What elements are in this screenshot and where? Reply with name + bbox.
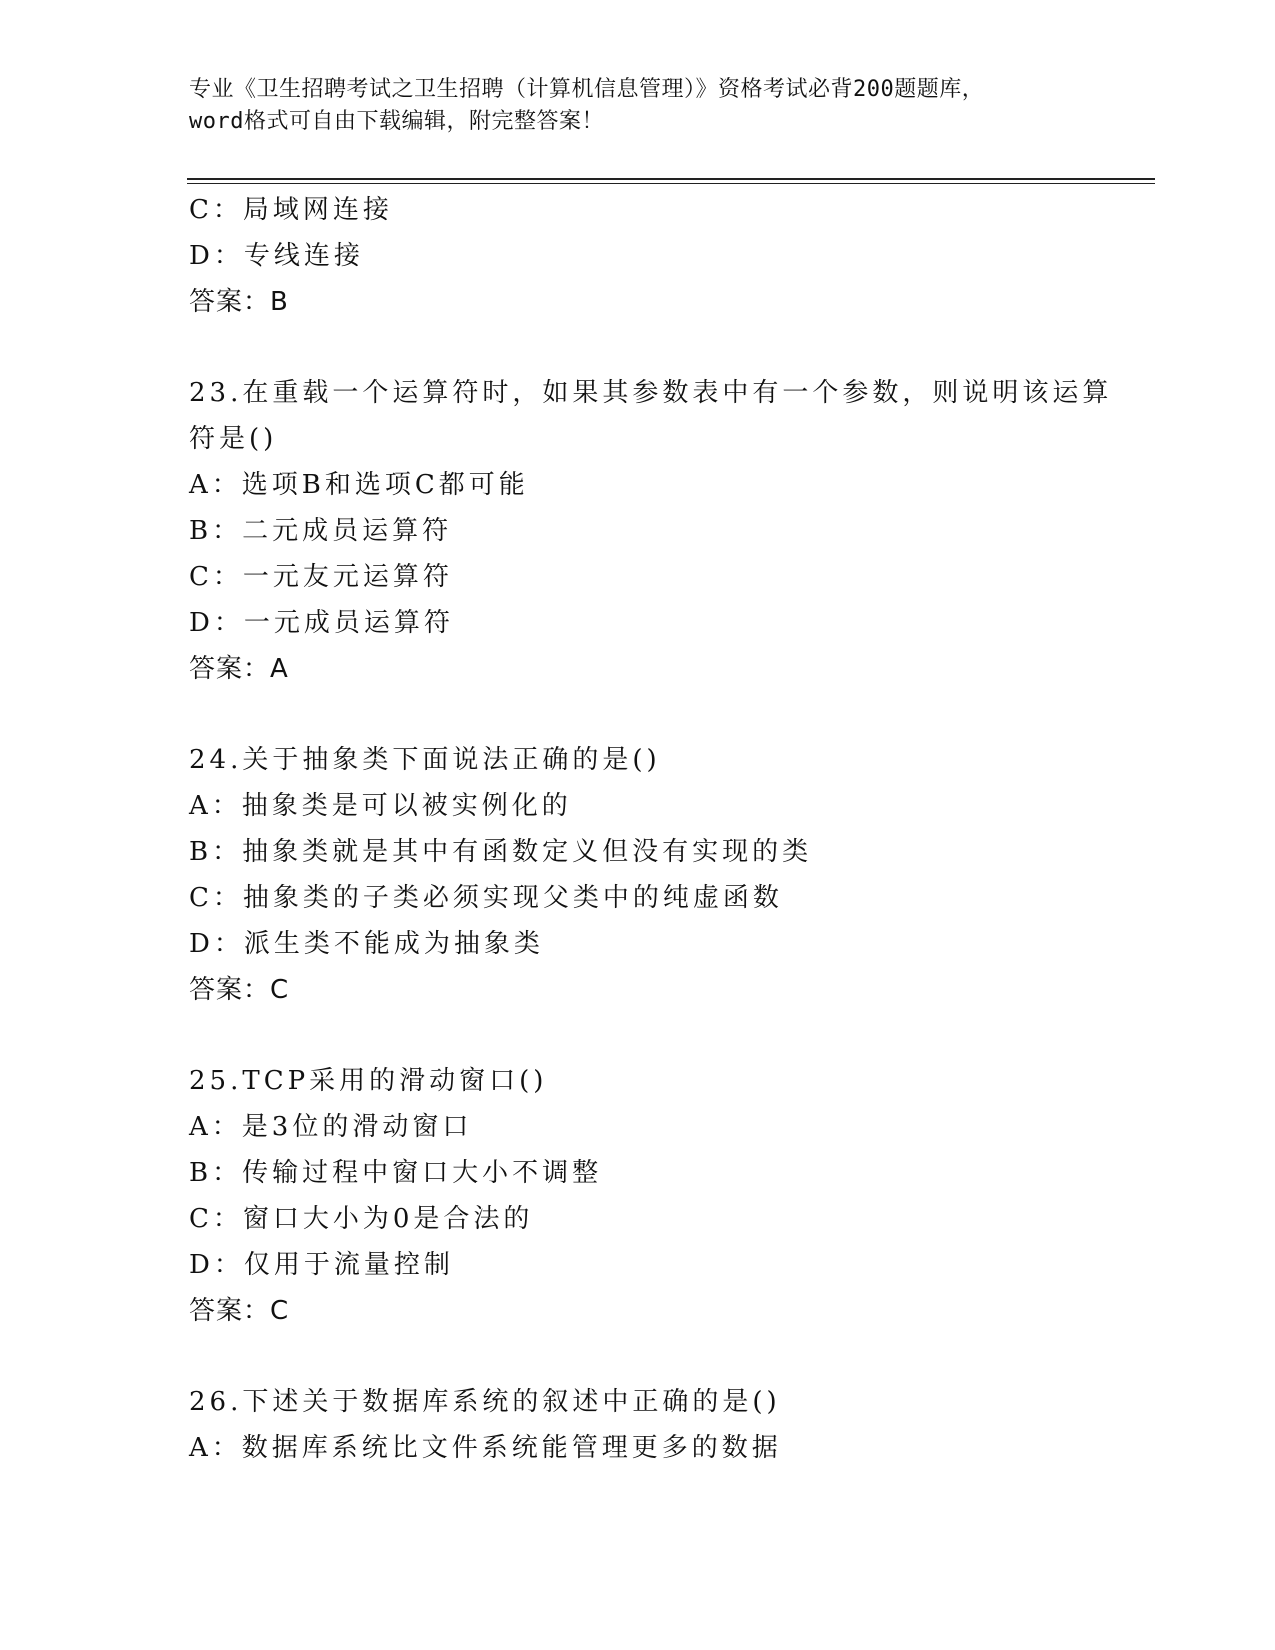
question-22-tail xyxy=(189,187,1149,325)
option-b: B：传输过程中窗口大小不调整 xyxy=(189,1158,603,1188)
option-d: D：专线连接 xyxy=(189,241,364,271)
option-a: A：选项B和选项C都可能 xyxy=(189,470,529,500)
option-b: B：二元成员运算符 xyxy=(189,516,453,546)
question-24 xyxy=(189,737,1149,1013)
option-d: D：派生类不能成为抽象类 xyxy=(189,929,544,959)
question-23 xyxy=(189,370,1149,692)
option-a: A：抽象类是可以被实例化的 xyxy=(189,791,572,821)
header-divider-thin xyxy=(187,183,1155,184)
question-26 xyxy=(189,1379,1149,1471)
option-b: B：抽象类就是其中有函数定义但没有实现的类 xyxy=(189,837,813,867)
spacer xyxy=(189,1013,1149,1058)
option-c: C：抽象类的子类必须实现父类中的纯虚函数 xyxy=(189,883,783,913)
option-d: D：一元成员运算符 xyxy=(189,608,454,638)
spacer xyxy=(189,1334,1149,1379)
option-c: C：一元友元运算符 xyxy=(189,562,453,592)
header-title-line-2: word格式可自由下载编辑，附完整答案！ xyxy=(189,109,604,134)
answer-line: 答案：C xyxy=(189,1296,290,1326)
question-stem-continued: 符是() xyxy=(189,424,278,454)
header-title-line-1: 专业《卫生招聘考试之卫生招聘（计算机信息管理）》资格考试必背200题题库， xyxy=(189,77,985,102)
answer-line: 答案：A xyxy=(189,654,289,684)
header-divider-thick xyxy=(187,178,1155,180)
option-c: C：局域网连接 xyxy=(189,195,393,225)
option-c: C：窗口大小为0是合法的 xyxy=(189,1204,534,1234)
question-stem: 25.TCP采用的滑动窗口() xyxy=(189,1066,548,1096)
question-stem: 23.在重载一个运算符时，如果其参数表中有一个参数，则说明该运算 xyxy=(189,378,1113,408)
answer-line: 答案：C xyxy=(189,975,290,1005)
spacer xyxy=(189,325,1149,370)
answer-line: 答案：B xyxy=(189,287,289,317)
document-header xyxy=(189,74,1089,138)
question-list xyxy=(189,187,1149,1471)
spacer xyxy=(189,692,1149,737)
question-25 xyxy=(189,1058,1149,1334)
option-a: A：数据库系统比文件系统能管理更多的数据 xyxy=(189,1433,782,1463)
option-a: A：是3位的滑动窗口 xyxy=(189,1112,473,1142)
question-stem: 24.关于抽象类下面说法正确的是() xyxy=(189,745,661,775)
option-d: D：仅用于流量控制 xyxy=(189,1250,454,1280)
question-stem: 26.下述关于数据库系统的叙述中正确的是() xyxy=(189,1387,781,1417)
